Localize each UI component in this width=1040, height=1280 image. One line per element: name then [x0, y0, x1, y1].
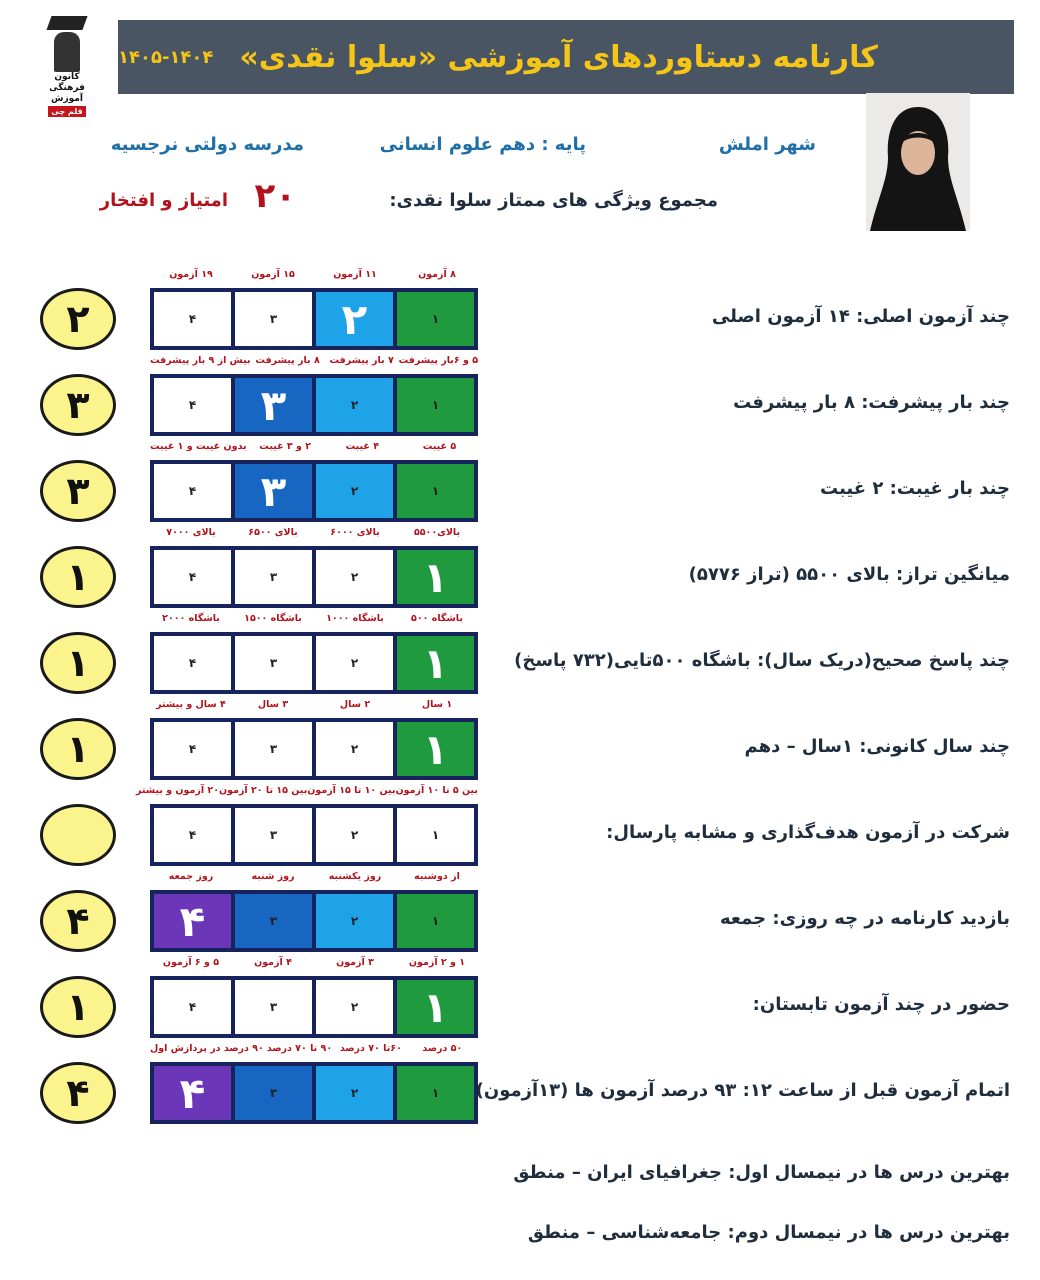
row-caption: ۱۱ آزمون: [333, 269, 377, 280]
academic-years: ۱۴۰۵-۱۴۰۴: [118, 46, 214, 68]
student-grade: پایه : دهم علوم انسانی: [379, 134, 586, 155]
row-caption: ۸ بار پیشرفت: [255, 355, 320, 366]
row-label: چند بار پیشرفت: ۸ بار پیشرفت: [733, 392, 1010, 413]
row-caption: باشگاه ۲۰۰۰: [162, 613, 220, 624]
row-captions: [150, 1043, 478, 1059]
row-caption: ۸ آزمون: [418, 269, 456, 280]
rating-cell: ۴: [154, 894, 231, 948]
rating-cell: ۲: [316, 292, 393, 346]
row-caption: ۱ و ۲ آزمون: [408, 957, 466, 968]
row-caption: از دوشنبه: [414, 871, 460, 882]
best-subjects-term-1: بهترین درس ها در نیمسال اول: جغرافیای ایران – منطق: [513, 1162, 1010, 1183]
row-score-badge: ۴: [40, 890, 116, 952]
rating-cell: ۲: [316, 808, 393, 862]
row-score-badge: [40, 804, 116, 866]
row-score-badge: ۱: [40, 546, 116, 608]
row-caption: باشگاه ۱۰۰۰: [326, 613, 384, 624]
rating-grid: [150, 460, 478, 522]
row-caption: بالای ۶۵۰۰: [248, 527, 298, 538]
rating-grid: [150, 288, 478, 350]
rating-cell: ۳: [235, 636, 312, 690]
row-caption: ۵ غیبت: [422, 441, 457, 452]
rating-cell: ۱: [397, 722, 474, 776]
total-features-label: مجموع ویژگی های ممتاز سلوا نقدی:: [389, 190, 718, 211]
row-captions: [150, 957, 478, 973]
row-caption: باشگاه ۱۵۰۰: [244, 613, 302, 624]
rating-cell: ۳: [235, 980, 312, 1034]
row-caption: بین ۵ تا ۱۰ آزمون: [395, 785, 478, 796]
student-school: مدرسه دولتی نرجسیه: [110, 134, 304, 155]
logo-text-1: کانون: [54, 72, 80, 82]
row-score-badge: ۱: [40, 632, 116, 694]
row-caption: بالای۵۵۰۰: [413, 527, 461, 538]
rating-cell: ۳: [235, 378, 312, 432]
rating-cell: ۲: [316, 636, 393, 690]
row-caption: ۲۰ آزمون و بیشتر: [135, 785, 219, 796]
row-score-badge: ۱: [40, 718, 116, 780]
kanoon-logo: [36, 14, 98, 118]
rating-grid: [150, 976, 478, 1038]
rating-cell: ۴: [154, 980, 231, 1034]
row-caption: باشگاه ۵۰۰: [411, 613, 463, 624]
row-caption: ۳ سال: [257, 699, 289, 710]
row-caption: ۵ و ۶ آزمون: [162, 957, 220, 968]
rating-cell: ۲: [316, 980, 393, 1034]
rating-cell: ۴: [154, 550, 231, 604]
rating-cell: ۳: [235, 722, 312, 776]
rating-cell: ۱: [397, 1066, 474, 1120]
rating-cell: ۲: [316, 894, 393, 948]
rating-cell: ۲: [316, 550, 393, 604]
row-caption: ۵ و ۶بار پیشرفت: [398, 355, 478, 366]
row-caption: ۴ غیبت: [345, 441, 380, 452]
rating-cell: ۴: [154, 1066, 231, 1120]
rating-cell: ۲: [316, 464, 393, 518]
row-caption: بین ۱۵ تا ۲۰ آزمون: [219, 785, 308, 796]
graduate-figure-icon: [54, 32, 80, 72]
graduation-cap-icon: [46, 16, 87, 30]
row-score-badge: ۴: [40, 1062, 116, 1124]
rating-cell: ۱: [397, 550, 474, 604]
row-caption: ۱۵ آزمون: [251, 269, 295, 280]
rating-cell: ۴: [154, 808, 231, 862]
row-score-badge: ۲: [40, 288, 116, 350]
rating-cell: ۱: [397, 636, 474, 690]
rating-cell: ۲: [316, 722, 393, 776]
row-caption: ۱ سال: [421, 699, 453, 710]
logo-text-3: آموزش: [51, 94, 83, 104]
rating-grid: [150, 718, 478, 780]
rating-cell: ۱: [397, 808, 474, 862]
row-caption: بدون غیبت و ۱ غیبت: [150, 441, 247, 452]
rating-cell: ۴: [154, 722, 231, 776]
rating-grid: [150, 632, 478, 694]
row-label: حضور در چند آزمون تابستان:: [752, 994, 1010, 1015]
rating-cell: ۱: [397, 292, 474, 346]
row-captions: [150, 613, 478, 629]
rating-grid: [150, 546, 478, 608]
row-caption: بالای ۶۰۰۰: [330, 527, 380, 538]
rating-cell: ۲: [316, 1066, 393, 1120]
rating-cell: ۳: [235, 808, 312, 862]
rating-cell: ۴: [154, 378, 231, 432]
rating-cell: ۴: [154, 292, 231, 346]
row-score-badge: ۳: [40, 460, 116, 522]
rating-grid: [150, 804, 478, 866]
row-caption: ۴ سال و بیشتر: [156, 699, 226, 710]
rating-cell: ۳: [235, 894, 312, 948]
rating-grid: [150, 374, 478, 436]
row-score-badge: ۱: [40, 976, 116, 1038]
row-caption: روز جمعه: [168, 871, 214, 882]
rating-cell: ۱: [397, 894, 474, 948]
rating-cell: ۳: [235, 292, 312, 346]
row-caption: بالای ۷۰۰۰: [166, 527, 216, 538]
logo-text-2: فرهنگی: [49, 83, 85, 93]
row-label: چند پاسخ صحیح(دریک سال): باشگاه ۵۰۰تایی(۷۳۲ پاسخ): [514, 650, 1010, 671]
rating-cell: ۱: [397, 378, 474, 432]
rating-grid: [150, 1062, 478, 1124]
row-captions: [150, 355, 478, 371]
row-label: چند بار غیبت: ۲ غیبت: [820, 478, 1010, 499]
rating-cell: ۴: [154, 464, 231, 518]
row-caption: بیش از ۹ بار پیشرفت: [150, 355, 251, 366]
logo-text-4: قلم چی: [48, 106, 85, 117]
row-label: چند سال کانونی: ۱سال – دهم: [744, 736, 1010, 757]
row-captions: [150, 441, 478, 457]
report-title: کارنامه دستاوردهای آموزشی «سلوا نقدی»: [239, 39, 878, 75]
row-caption: بین ۱۰ تا ۱۵ آزمون: [307, 785, 396, 796]
row-label: بازدید کارنامه در چه روزی: جمعه: [720, 908, 1010, 929]
row-caption: روز یکشنبه: [328, 871, 382, 882]
row-captions: [150, 871, 478, 887]
row-captions: [150, 699, 478, 715]
row-caption: ۹۰ درصد در پردازش اول: [149, 1043, 264, 1054]
rating-cell: ۳: [235, 464, 312, 518]
student-city: شهر املش: [718, 134, 816, 155]
row-caption: ۱۹ آزمون: [169, 269, 213, 280]
row-captions: [150, 527, 478, 543]
total-features-unit: امتیاز و افتخار: [99, 190, 228, 211]
row-score-badge: ۳: [40, 374, 116, 436]
row-caption: ۲ و ۳ غیبت: [259, 441, 312, 452]
row-captions: [150, 269, 478, 285]
row-caption: ۷ بار پیشرفت: [329, 355, 394, 366]
row-caption: ۴ آزمون: [254, 957, 292, 968]
student-photo: [866, 93, 970, 231]
total-features-value: ۲۰: [254, 176, 296, 216]
rating-cell: ۳: [235, 1066, 312, 1120]
row-caption: ۹۰ تا ۷۰ درصد: [266, 1043, 333, 1054]
rating-cell: ۱: [397, 980, 474, 1034]
rating-cell: ۲: [316, 378, 393, 432]
row-label: شرکت در آزمون هدف‌گذاری و مشابه پارسال:: [606, 822, 1010, 843]
rating-cell: ۱: [397, 464, 474, 518]
row-caption: ۵۰ درصد: [422, 1043, 463, 1054]
rating-grid: [150, 890, 478, 952]
best-subjects-term-2: بهترین درس ها در نیمسال دوم: جامعه‌شناسی – منطق: [527, 1222, 1010, 1243]
row-label: اتمام آزمون قبل از ساعت ۱۲: ۹۳ درصد آزمون ها (۱۳آزمون): [475, 1080, 1010, 1101]
student-portrait-icon: [866, 93, 970, 231]
row-caption: ۲ سال: [339, 699, 371, 710]
row-captions: [135, 785, 478, 801]
rating-cell: ۳: [235, 550, 312, 604]
row-label: میانگین تراز: بالای ۵۵۰۰ (تراز ۵۷۷۶): [688, 564, 1010, 585]
row-label: چند آزمون اصلی: ۱۴ آزمون اصلی: [711, 306, 1010, 327]
report-header: [118, 20, 1014, 94]
rating-cell: ۴: [154, 636, 231, 690]
row-caption: ۶۰تا ۷۰ درصد: [339, 1043, 402, 1054]
row-caption: روز شنبه: [251, 871, 295, 882]
row-caption: ۳ آزمون: [336, 957, 374, 968]
